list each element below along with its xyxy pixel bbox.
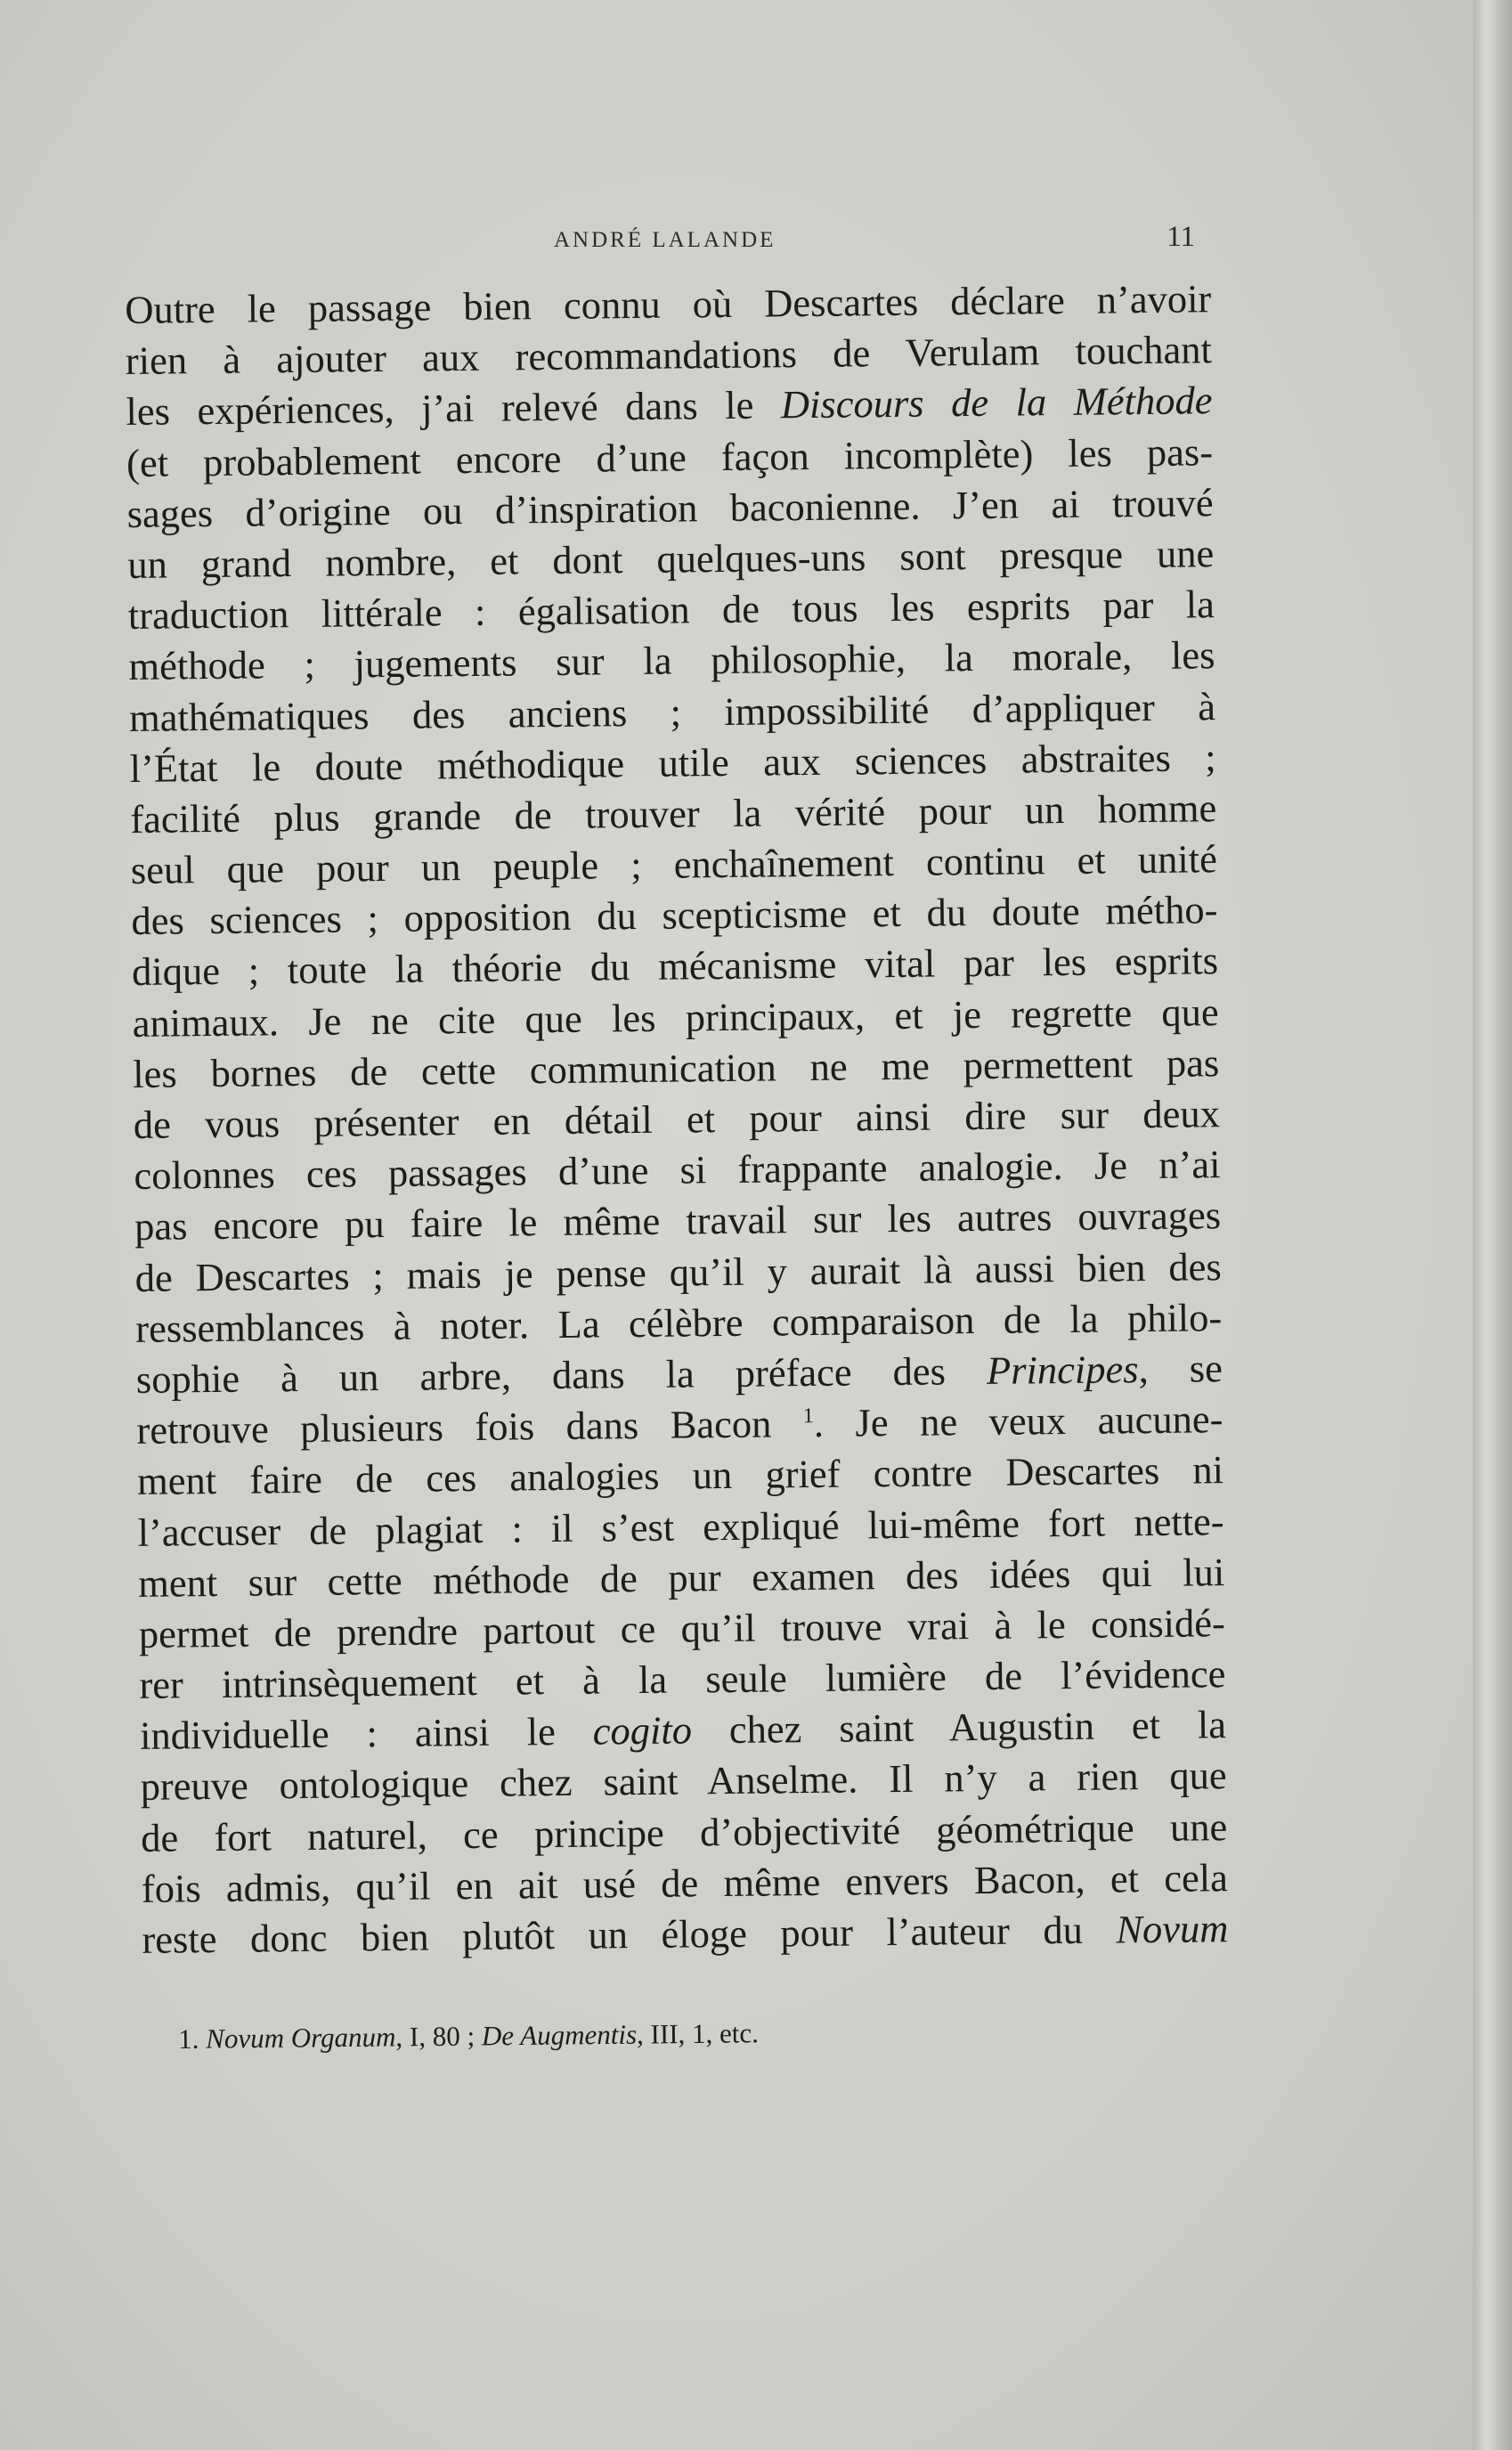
text-run: de fort naturel, ce principe d’objectivité géométrique une: [140, 1803, 1228, 1860]
text-run: colonnes ces passages d’une si frappante analogie. Je n’ai: [134, 1142, 1221, 1199]
text-run: , se: [1138, 1346, 1223, 1392]
text-run: fois admis, qu’il en ait usé de même envers Bacon, et cela: [141, 1854, 1229, 1911]
page-header: [554, 221, 1195, 256]
page-edge: [1473, 0, 1512, 2450]
text-run: l’accuser de plagiat : il s’est expliqué lui-même fort nette-: [137, 1498, 1224, 1555]
text-run: , I, 80 ;: [395, 2020, 483, 2053]
text-run: reste donc bien plutôt un éloge pour l’auteur du: [142, 1907, 1117, 1962]
text-run: sages d’origine ou d’inspiration baconienne. J’en ai trouvé: [126, 479, 1214, 536]
text-run: rer intrinsèquement et à la seule lumière de l’évidence: [139, 1651, 1226, 1707]
italic-title: Discours de la Méthode: [780, 378, 1213, 427]
text-run: des sciences ; opposition du scepticisme et du doute métho-: [131, 887, 1218, 944]
text-run: , III, 1, etc.: [636, 2017, 760, 2050]
text-run: chez saint Augustin et la: [691, 1702, 1227, 1753]
text-run: seul que pour un peuple ; enchaînement continu et unité: [130, 836, 1218, 893]
text-run: . Je ne veux aucune-: [813, 1396, 1223, 1446]
footnote-marker: 1: [802, 1404, 814, 1428]
text-run: les bornes de cette communication ne me permettent pas: [133, 1039, 1220, 1096]
text-run: dique ; toute la théorie du mécanisme vital par les esprits: [131, 938, 1219, 995]
text-run: permet de prendre partout ce qu’il trouve vrai à le considé-: [138, 1600, 1226, 1656]
text-run: un grand nombre, et dont quelques-uns sont presque une: [127, 531, 1215, 587]
running-head: ANDRÉ LALANDE: [554, 228, 776, 252]
italic-title: De Augmentis: [481, 2018, 638, 2052]
text-run: ment sur cette méthode de pur examen des idées qui lui: [138, 1549, 1225, 1606]
text-run: de Descartes ; mais je pense qu’il y aurait là aussi bien des: [134, 1243, 1222, 1300]
italic-title: Novum Organum: [205, 2021, 396, 2055]
text-run: retrouve plusieurs fois dans Bacon: [136, 1401, 804, 1453]
text-run: individuelle : ainsi le: [139, 1708, 594, 1759]
text-run: Outre le passage bien connu où Descartes déclare n’avoir: [125, 276, 1212, 332]
text-run: méthode ; jugements sur la philosophie, la morale, les: [128, 632, 1215, 689]
footnote: [178, 2015, 980, 2055]
text-run: les expériences, j’ai relevé dans le: [126, 382, 782, 435]
italic-title: Principes: [986, 1347, 1139, 1393]
italic-title: Novum: [1116, 1906, 1229, 1952]
body-text: [125, 273, 1229, 1966]
text-run: (et probablement encore d’une façon incomplète) les pas-: [126, 428, 1214, 485]
page-number: 11: [1167, 221, 1195, 253]
text-run: l’État le doute méthodique utile aux sciences abstraites ;: [129, 734, 1216, 791]
text-run: traduction littérale : égalisation de tous les esprits par la: [127, 582, 1215, 639]
italic-title: cogito: [592, 1707, 693, 1754]
text-line: [142, 1903, 1229, 1966]
text-run: 1.: [178, 2023, 207, 2055]
text-run: facilité plus grande de trouver la vérité pour un homme: [130, 785, 1217, 842]
text-run: sophie à un arbre, dans la préface des: [135, 1347, 988, 1402]
text-run: ressemblances à noter. La célèbre comparaison de la philo-: [135, 1294, 1223, 1351]
text-run: preuve ontologique chez saint Anselme. Il n’y a rien que: [140, 1753, 1227, 1810]
text-run: ment faire de ces analogies un grief contre Descartes ni: [136, 1447, 1224, 1504]
text-run: animaux. Je ne cite que les principaux, et je regrette que: [132, 989, 1219, 1046]
text-run: de vous présenter en détail et pour ainsi dire sur deux: [133, 1091, 1221, 1147]
text-run: mathématiques des anciens ; impossibilité d’appliquer à: [128, 683, 1216, 740]
text-run: rien à ajouter aux recommandations de Verulam touchant: [125, 327, 1213, 384]
text-run: pas encore pu faire le même travail sur les autres ouvrages: [134, 1192, 1222, 1249]
